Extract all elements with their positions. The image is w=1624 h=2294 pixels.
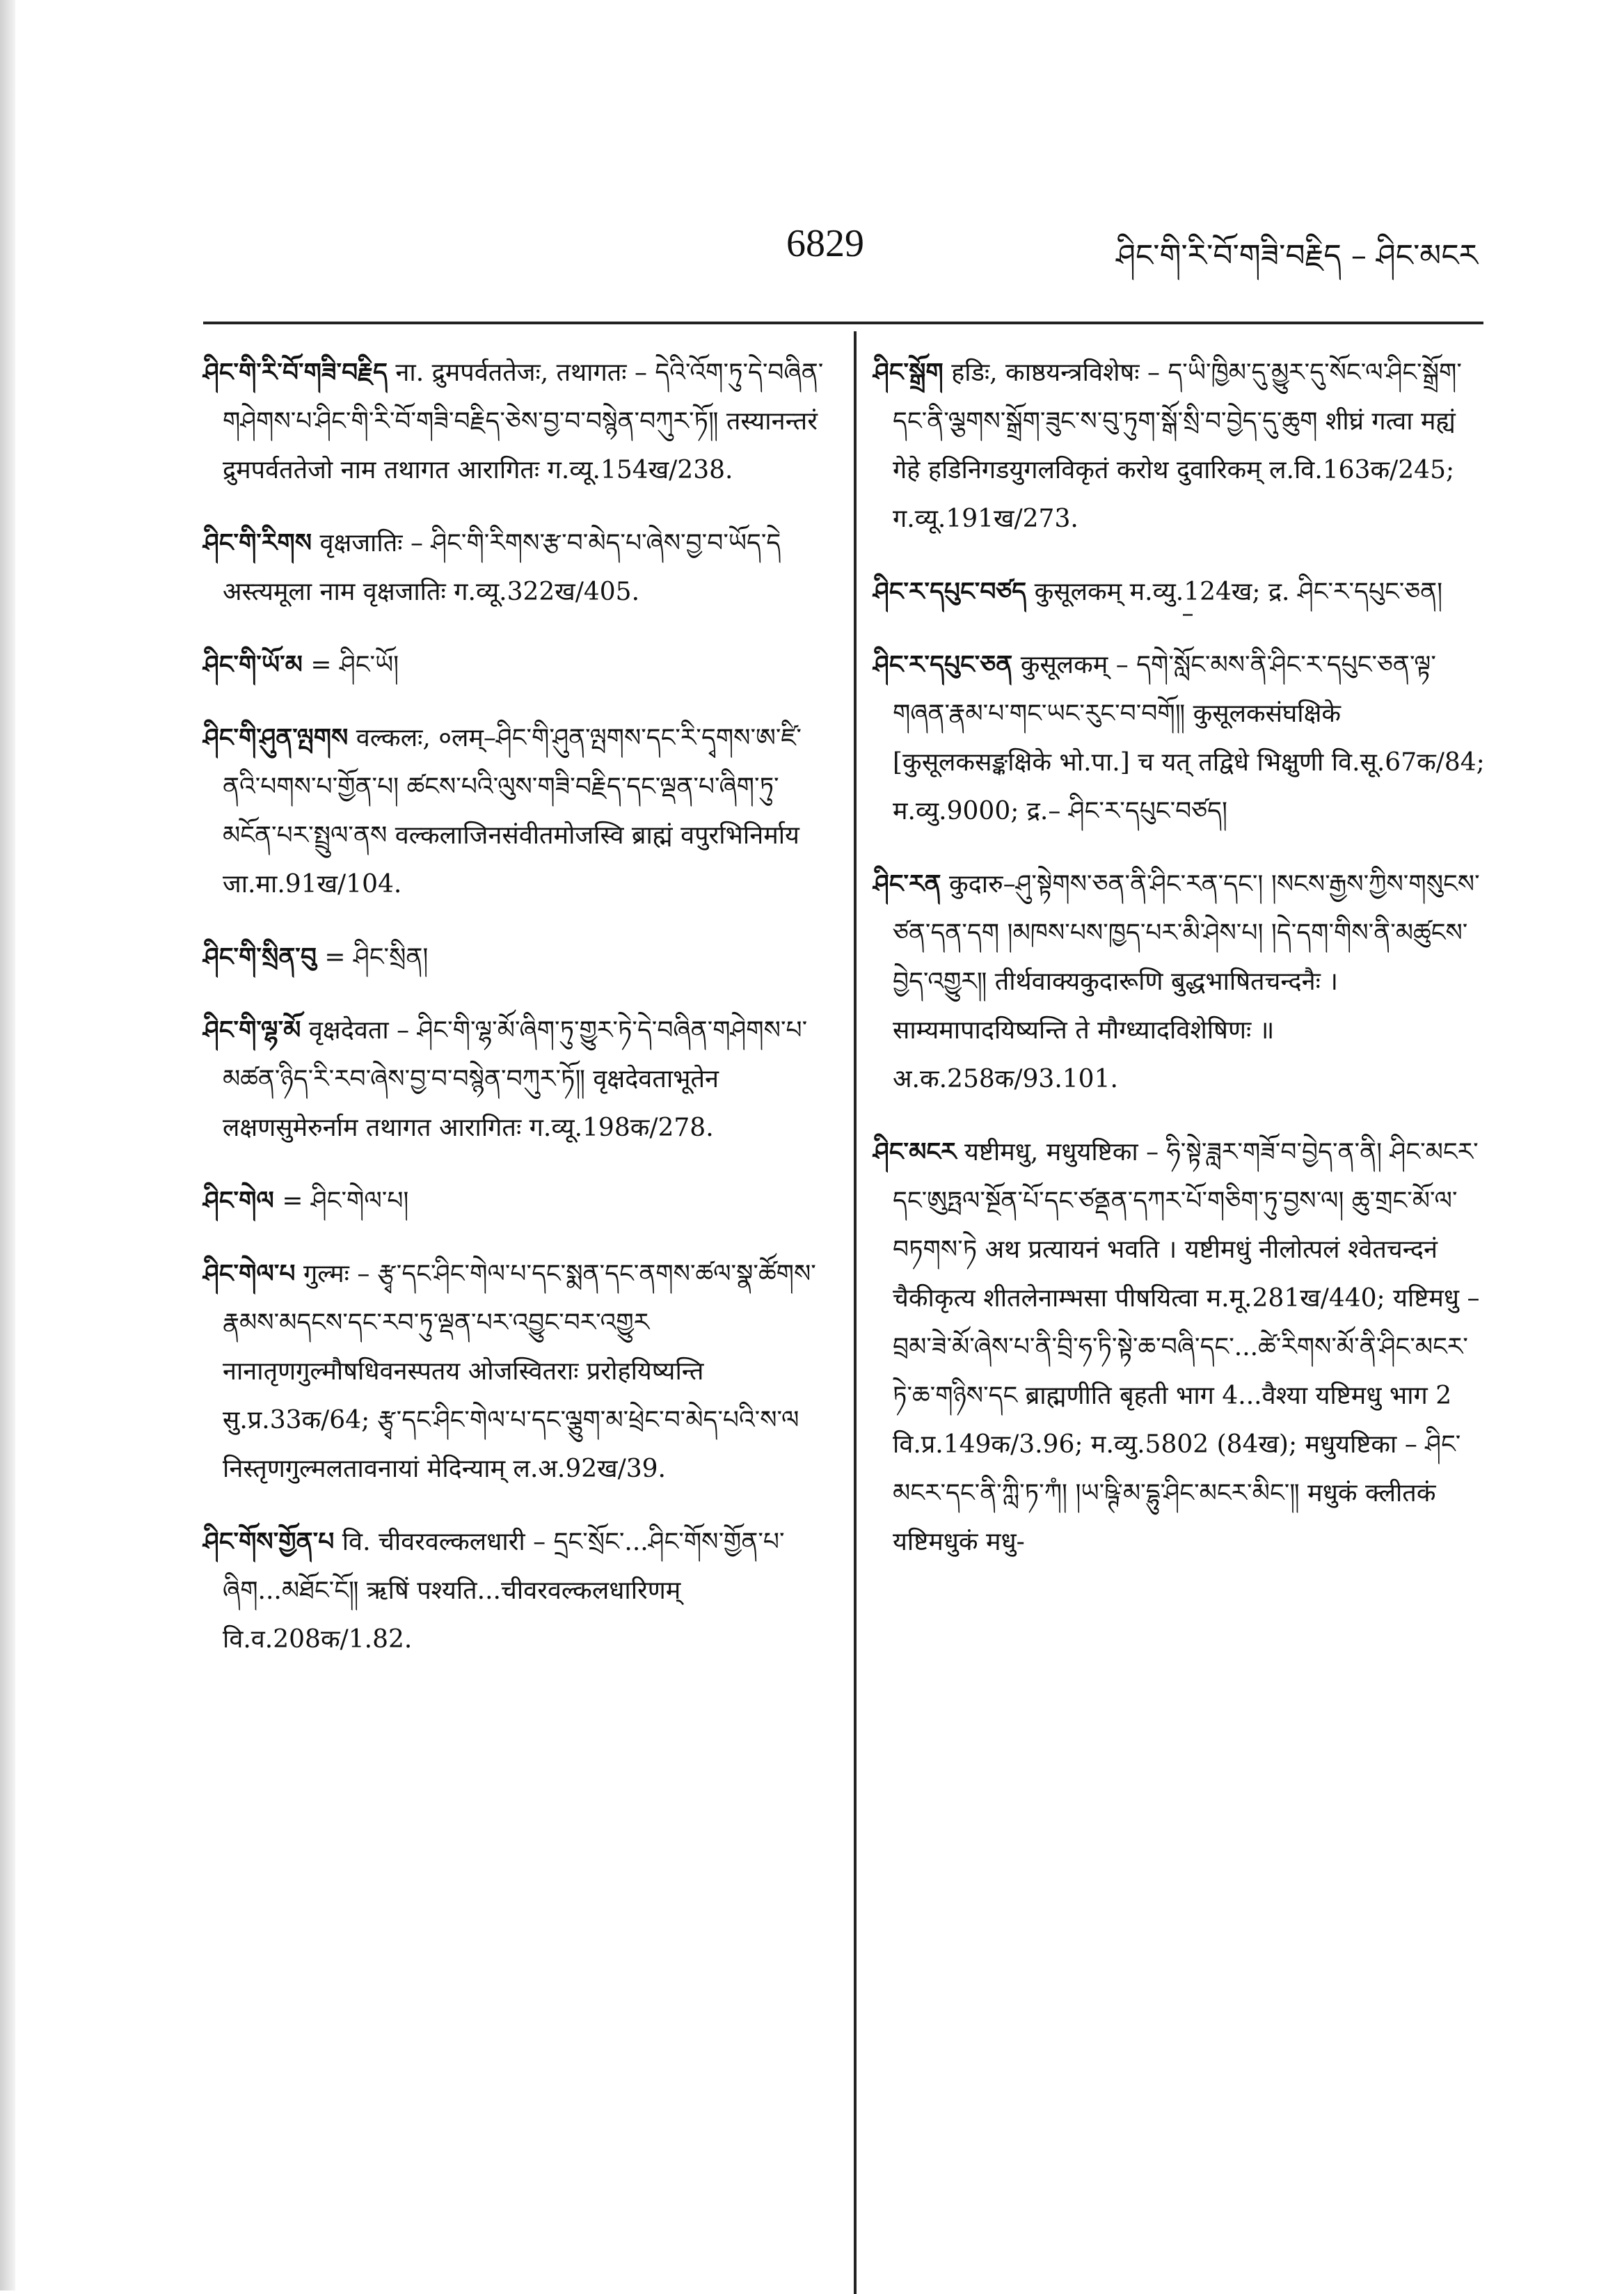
right-column <box>873 348 1486 1590</box>
entry-body: यष्टीमधु, मधुयष्टिका – ཧི་སྟེ་ཟླར་གཟོ་བ་བྱེད་ན་ནི། ཤིང་མངར་དང་ཨུཏྤལ་སྔོན་པོ་དང་ཙནྡན་དཀར་པོ་གཅིག་ཏུ་བྱས་ལ། ཆུ་གྲང་མོ་ལ་བཏགས་ཏེ अथ प्रत्यायनं भवति । यष्टीमधुं नीलोत्पलं श्वेतचन्दनं चैकीकृत्य शीतलेनाम्भसा पीषयित्वा म.मू.281ख/440; यष्टिमधु – བྲམ་ཟེ་མོ་ཞེས་པ་ནི་བྲི་ཧ་ཏི་སྟེ་ཆ་བཞི་དང་...ཚེ་རིགས་མོ་ནི་ཤིང་མངར་ཏེ་ཆ་གཉིས་དང ब्राह्मणीति बृहती भाग 4...वैश्या यष्टिमधु भाग 2 वि.प्र.149क/3.96; म.व्यु.5802 (84ख); मधुयष्टिका – ཤིང་མངར་དང་ནི་ཀླི་ཏ་ཀཾ། །ཡ་ཥྚི་མ་དྷུ་ཤིང་མངར་མིང༌༎ मधुकं क्लीतकं यष्टिमधुकं मधु- <box>893 1138 1480 1556</box>
headword: ཤིང་མངར <box>873 1137 957 1166</box>
dictionary-entry <box>203 1006 829 1153</box>
dictionary-entry <box>203 348 829 495</box>
entry-body: ना. द्रुमपर्वततेजः, तथागतः – དེའི་འོག་ཏུ་དེ་བཞིན་གཤེགས་པ་ཤིང་གི་རི་བོ་གཟི་བརྗིད་ཅེས་བྱ་བ་བསྙེན་བཀུར་ཏོ༎ तस्यानन्तरं द्रुमपर्वततेजो नाम तथागत आरागितः ग.व्यू.154ख/238. <box>223 358 824 484</box>
dictionary-entry <box>873 640 1486 836</box>
headword: ཤིང་རན <box>873 869 941 899</box>
left-column <box>203 348 829 1688</box>
dictionary-entry <box>203 1517 829 1664</box>
column-divider <box>854 331 857 2294</box>
dictionary-entry <box>203 713 829 909</box>
dictionary-entry <box>203 933 829 982</box>
dictionary-entry <box>873 860 1486 1104</box>
headword: ཤིང་གི་ཡོ་མ <box>203 650 303 679</box>
entry-body: वृक्षजातिः – ཤིང་གི་རིགས་རྩ་བ་མེད་པ་ཞེས་བྱ་བ་ཡོད་དེ अस्त्यमूला नाम वृक्षजातिः ग.व्यू.322ख/405. <box>223 529 781 606</box>
headword: ཤིང་གི་ཤུན་ལྤགས <box>203 723 349 752</box>
dictionary-entry <box>203 1249 829 1494</box>
entry-body: = ཤིང་གེལ་པ། <box>282 1187 409 1215</box>
headword: ཤིང་གི་རིགས <box>203 528 312 557</box>
entry-body: कुदारु–ཤུ་སྟེགས་ཅན་ནི་ཤིང་རན་དང་། །སངས་རྒྱས་ཀྱིས་གསུངས་ཙན་དན་དག །མཁས་པས་ཁྱད་པར་མི་ཤེས་པ། །དེ་དག་གིས་ནི་མཚུངས་བྱེད་འགྱུར༎ तीर्थवाक्यकुदारूणि बुद्धभाषितचन्दनैः । साम्यमापादयिष्यन्ति ते मौग्ध्यादविशेषिणः ॥ अ.क.258क/93.101. <box>893 870 1480 1093</box>
entry-body: वल्कलः, ०लम्–ཤིང་གི་ཤུན་ལྤགས་དང་རི་དྭགས་ཨ་ཛི་ནའི་པགས་པ་གྱོན་པ། ཚངས་པའི་ལུས་གཟི་བརྗིད་དང་ལྡན་པ་ཞིག་ཏུ་མངོན་པར་སྤྲུལ་ནས वल्कलाजिनसंवीतमोजस्वि ब्राह्मं वपुरभिनिर्माय जा.मा.91ख/104. <box>223 724 802 899</box>
headword: ཤིང་སྒྲོག <box>873 358 944 387</box>
dictionary-entry <box>203 1176 829 1226</box>
headword: ཤིང་གེལ <box>203 1186 274 1215</box>
entry-body: हडिः, काष्ठयन्त्रविशेषः – ད་ཡི་ཁྱིམ་དུ་མྱུར་དུ་སོང་ལ་ཤིང་སྒྲོག་དང་ནི་ལྕགས་སྒྲོག་ཟུང་ས་བུ་ཏུག་སྒོ་སྲི་བ་བྱེད་དུ་ཆུག शीघ्रं गत्वा मह्यं गेहे हडिनिगडयुगलविकृतं करोथ दुवारिकम् ल.वि.163क/245; ग.व्यू.191ख/273. <box>893 358 1462 533</box>
running-head: ཤིང་གི་རི་བོ་གཟི་བརྗིད – ཤིང་མངར <box>1116 238 1478 274</box>
header-rule <box>203 322 1483 324</box>
entry-body: कुसूलकम् म.व्यु.124ख; द्र. ཤིང་ར་དཔུང་ཅན། <box>1034 578 1443 606</box>
headword: ཤིང་གེལ་པ <box>203 1259 296 1288</box>
headword: ཤིང་གོས་གྱོན་པ <box>203 1527 335 1556</box>
dictionary-entry <box>203 640 829 690</box>
dictionary-entry <box>203 519 829 617</box>
headword: ཤིང་གི་ལྷ་མོ <box>203 1015 301 1045</box>
entry-body: वि. चीवरवल्कलधारी – དྲང་སྲོང་...ཤིང་གོས་གྱོན་པ་ཞིག...མཐོང་ངོ༎ ऋषिं पश्यति...चीवरवल्कलधारिणम् वि.व.208क/1.82. <box>223 1528 785 1654</box>
headword: ཤིང་ར་དཔུང་བཙད <box>873 577 1027 606</box>
entry-body: = ཤིང་སྲིན། <box>324 943 429 972</box>
headword: ཤིང་ར་དཔུང་ཅན <box>873 650 1013 679</box>
dictionary-entry <box>873 1128 1486 1567</box>
entry-body: वृक्षदेवता – ཤིང་གི་ལྷ་མོ་ཞིག་ཏུ་གྱུར་ཏེ་དེ་བཞིན་གཤེགས་པ་མཚན་ཉིད་རི་རབ་ཞེས་བྱ་བ་བསྙེན་བཀུར་ཏོ༎ वृक्षदेवताभूतेन लक्षणसुमेरुर्नाम तथागत आरागितः ग.व्यू.198क/278. <box>223 1016 808 1142</box>
dictionary-entry <box>873 348 1486 544</box>
page-number: 6829 <box>786 222 864 265</box>
headword: ཤིང་གི་རི་བོ་གཟི་བརྗིད <box>203 358 388 387</box>
entry-body: गुल्मः – རྩྭ་དང་ཤིང་གེལ་པ་དང་སྨན་དང་ནགས་ཚལ་སྣ་ཚོགས་རྣམས་མདངས་དང་རབ་ཏུ་ལྡན་པར་འབྱུང་བར་འགྱུར नानातृणगुल्मौषधिवनस्पतय ओजस्वितराः प्ररोहयिष्यन्ति सु.प्र.33क/64; རྩྭ་དང་ཤིང་གེལ་པ་དང་ལྕུག་མ་ཕྲེང་བ་མེད་པའི་ས་ལ निस्तृणगुल्मलतावनायां मेदिन्याम् ल.अ.92ख/39. <box>223 1260 816 1483</box>
headword: ཤིང་གི་སྲིན་བུ <box>203 942 317 972</box>
scan-edge <box>0 0 15 2291</box>
entry-body: = ཤིང་ཡོ། <box>310 651 399 679</box>
entry-body: कुसूलकम् – དགེ་སློང་མས་ནི་ཤིང་ར་དཔུང་ཅན་ལྟ་གཞན་རྣམ་པ་གང་ཡང་རུང་བ་བགོ༎ कुसूलकसंघक्षिके [कुसूलकसङ्कक्षिके भो.पा.] च यत् तद्विधे भिक्षुणी वि.सू.67क/84; म.व्यु.9000; द्र.– ཤིང་ར་དཔུང་བཙད། <box>893 651 1485 825</box>
dictionary-entry <box>873 567 1486 617</box>
